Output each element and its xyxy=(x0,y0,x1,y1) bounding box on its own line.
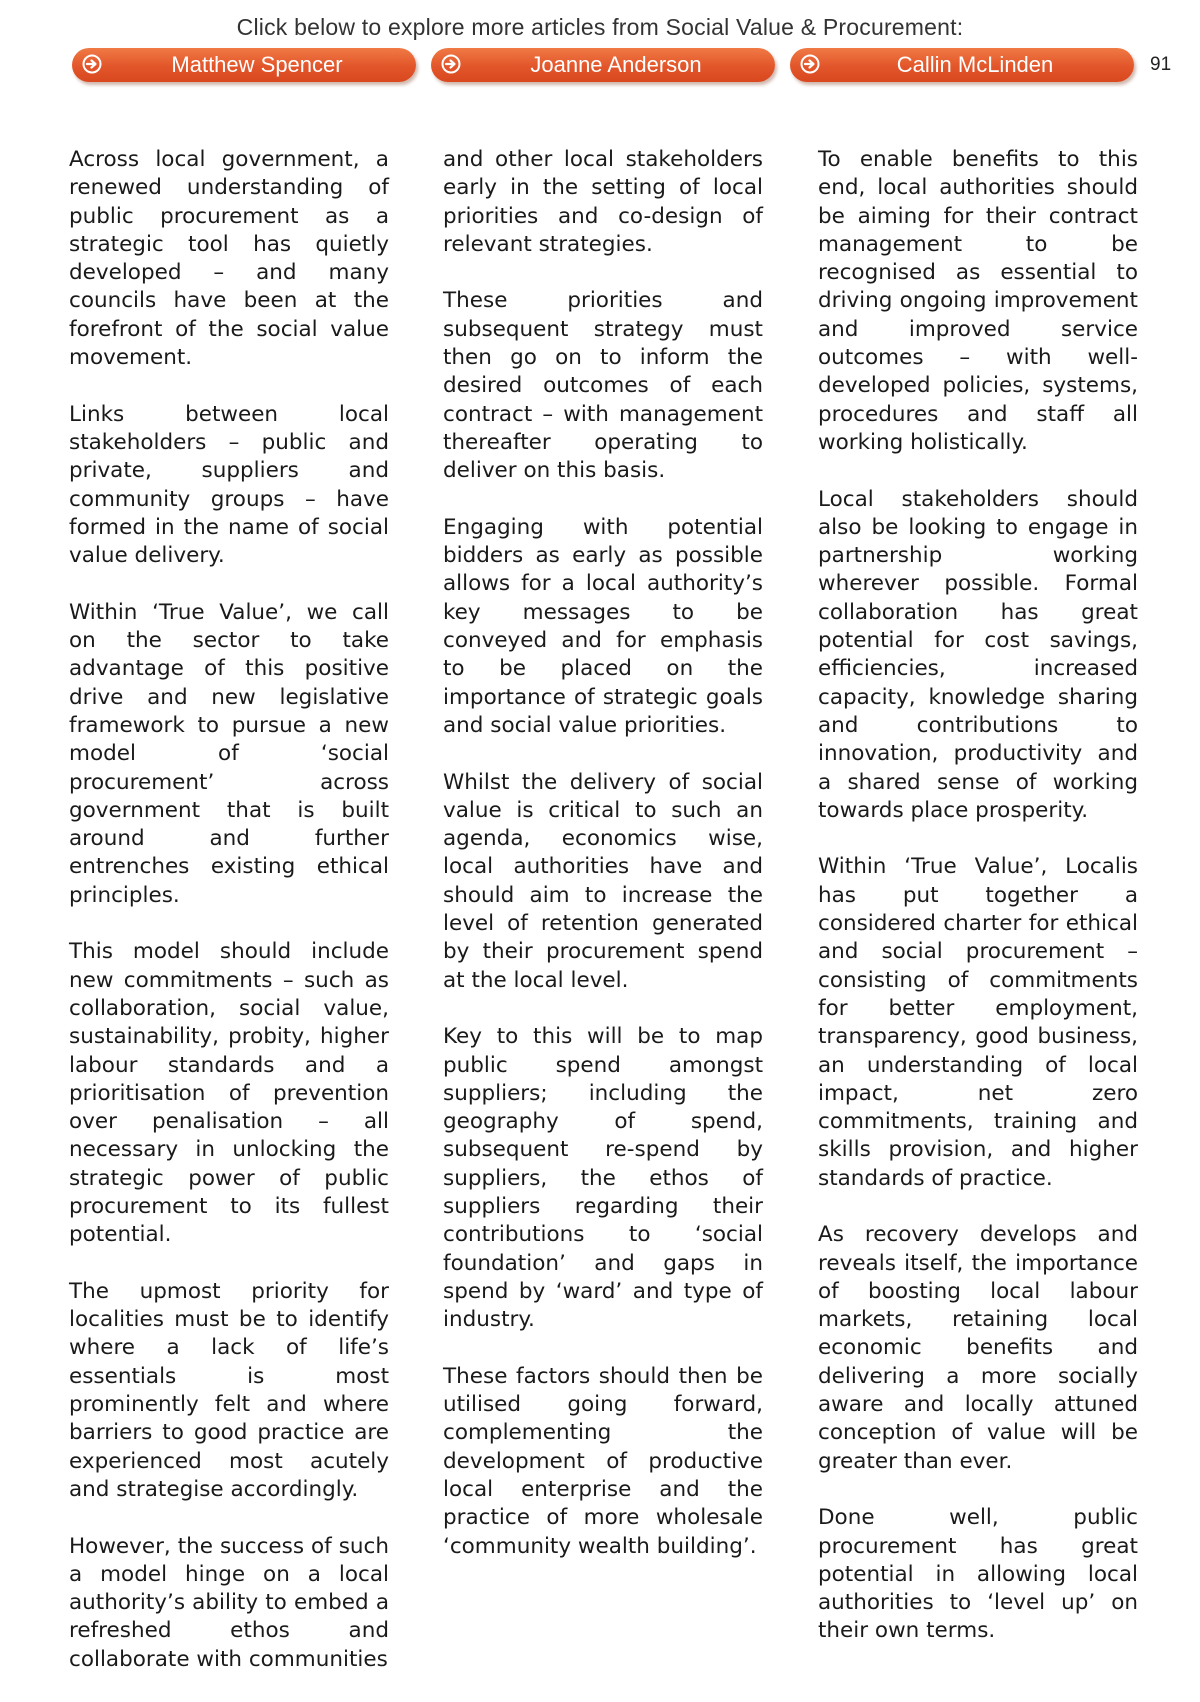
article-column-2 xyxy=(443,146,763,1589)
paragraph: Across local government, a renewed understanding of public procurement as a strategic tool has quietly developed – and many councils have been at the forefront of the social value movement. xyxy=(69,147,389,371)
paragraph: Within ‘True Value’, we call on the sector to take advantage of this positive drive and new legislative framework to pursue a new model of ‘social procurement’ across government that is built around and further entrenches existing ethical principles. xyxy=(69,599,389,908)
article-column-1 xyxy=(69,146,389,1702)
arrow-right-circle-icon xyxy=(82,54,102,74)
paragraph: Within ‘True Value’, Localis has put together a considered charter for ethical and social procurement – consisting of commitments for better employment, transparency, good business, an understanding of local impact, net zero commitments, training and skills provision, and higher standards of practice. xyxy=(818,854,1138,1191)
paragraph: Links between local stakeholders – public and private, suppliers and community groups – have formed in the name of social value delivery. xyxy=(69,401,389,569)
paragraph: Done well, public procurement has great potential in allowing local authorities to ‘level up’ on their own terms. xyxy=(818,1505,1138,1644)
arrow-right-circle-icon xyxy=(800,54,820,74)
nav-button-label: Matthew Spencer xyxy=(171,52,343,77)
article-column-3 xyxy=(818,146,1138,1674)
arrow-right-circle-icon xyxy=(441,54,461,74)
paragraph: These factors should then be utilised going forward, complementing the development of productive local enterprise and the practice of more wholesale ‘community wealth building’. xyxy=(443,1363,763,1559)
paragraph: Local stakeholders should also be looking to engage in partnership working wherever possible. Formal collaboration has great potential for cost savings, efficiencies, increased capacity, knowledge sharing and contributions to innovation, productivity and a shared sense of working towards place prosperity. xyxy=(818,486,1138,823)
nav-button-joanne-anderson[interactable] xyxy=(431,48,775,82)
nav-button-matthew-spencer[interactable] xyxy=(72,48,416,82)
article-nav-bar xyxy=(72,48,1138,84)
nav-button-callin-mclinden[interactable] xyxy=(790,48,1134,82)
nav-button-label: Callin McLinden xyxy=(896,52,1054,77)
nav-button-label: Joanne Anderson xyxy=(530,52,702,77)
paragraph: This model should include new commitments – such as collaboration, social value, sustainability, probity, higher labour standards and a prioritisation of prevention over penalisation – all necessary in unlocking the strategic power of public procurement to its fullest potential. xyxy=(69,939,389,1248)
paragraph: These priorities and subsequent strategy must then go on to inform the desired outcomes of each contract – with management thereafter operating to deliver on this basis. xyxy=(443,288,763,484)
explore-heading: Click below to explore more articles from Social Value & Procurement: xyxy=(236,14,964,40)
paragraph: and other local stakeholders early in the setting of local priorities and co-design of relevant strategies. xyxy=(443,147,763,257)
paragraph: To enable benefits to this end, local authorities should be aiming for their contract management to be recognised as essential to driving ongoing improvement and improved service outcomes – with well-developed policies, systems, procedures and staff all working holistically. xyxy=(818,147,1138,455)
paragraph: Engaging with potential bidders as early as possible allows for a local authority’s key messages to be conveyed and for emphasis to be placed on the importance of strategic goals and social value priorities. xyxy=(443,514,763,738)
paragraph: The upmost priority for localities must be to identify where a lack of life’s essentials is most prominently felt and where barriers to good practice are experienced most acutely and strategise accordingly. xyxy=(69,1278,389,1502)
paragraph: Whilst the delivery of social value is critical to such an agenda, economics wise, local authorities have and should aim to increase the level of retention generated by their procurement spend at the local level. xyxy=(443,769,763,993)
paragraph: However, the success of such a model hinge on a local authority’s ability to embed a refreshed ethos and collaborate with communities xyxy=(69,1533,389,1672)
paragraph: Key to this will be to map public spend amongst suppliers; including the geography of spend, subsequent re-spend by suppliers, the ethos of suppliers regarding their contributions to ‘social foundation’ and gaps in spend by ‘ward’ and type of industry. xyxy=(443,1024,763,1333)
page-number: 91 xyxy=(1150,54,1172,75)
paragraph: As recovery develops and reveals itself, the importance of boosting local labour markets, retaining local economic benefits and delivering a more socially aware and locally attuned conception of value will be greater than ever. xyxy=(818,1222,1138,1474)
